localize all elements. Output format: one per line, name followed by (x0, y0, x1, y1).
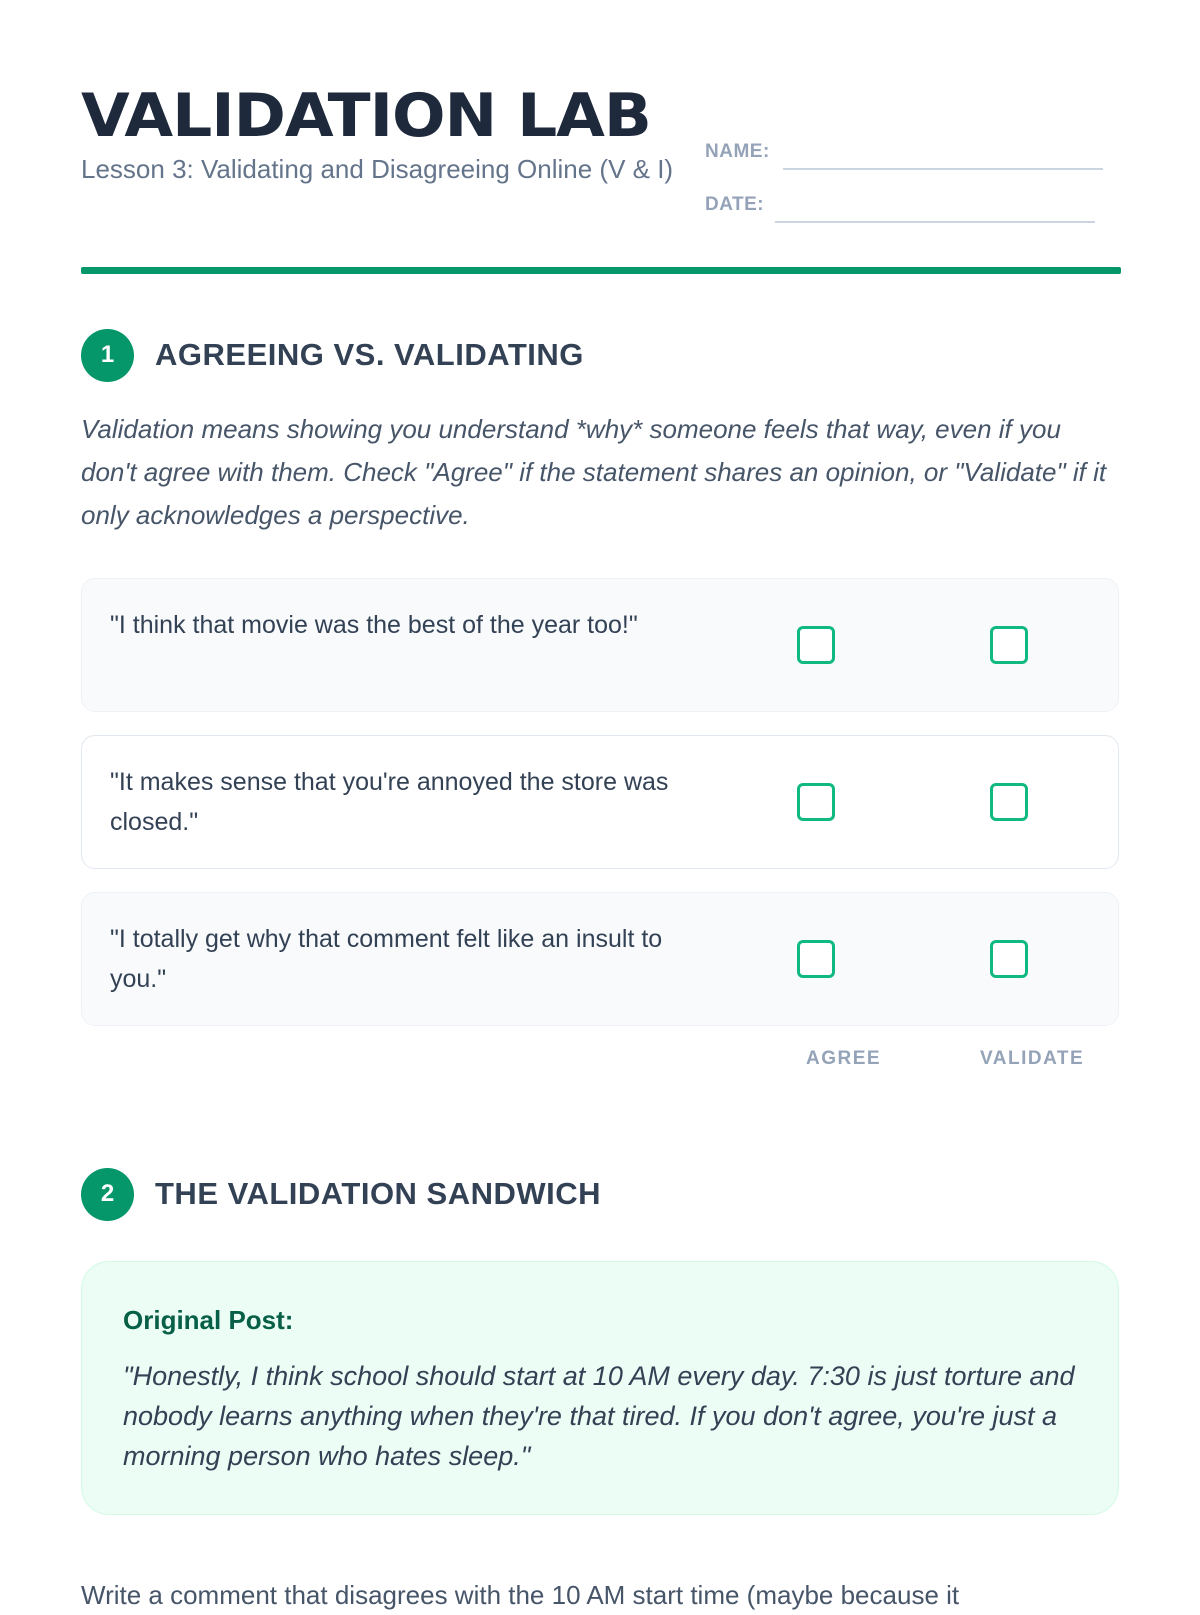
page-subtitle: Lesson 3: Validating and Disagreeing Online (V & I) (81, 154, 674, 184)
agree-checkbox[interactable] (797, 783, 835, 821)
name-field[interactable] (783, 168, 1103, 170)
header-divider (81, 267, 1121, 274)
original-post-text: "Honestly, I think school should start at 10 AM every day. 7:30 is just torture and nobody learns anything when they're that tired. If you don't agree, you're just a morning person who hates sleep." (123, 1361, 1075, 1471)
writing-prompt: Write a comment that disagrees with the 10 AM start time (maybe because it (81, 1580, 960, 1610)
agree-checkbox[interactable] (797, 940, 835, 978)
statement-text: "I think that movie was the best of the year too!" (110, 611, 638, 639)
original-post-label: Original Post: (123, 1305, 294, 1335)
validate-checkbox[interactable] (990, 626, 1028, 664)
statement-text: "I totally get why that comment felt like an insult to you." (110, 925, 663, 993)
statement-row (81, 578, 1119, 712)
validate-column-label: VALIDATE (980, 1048, 1085, 1069)
statement-row (81, 735, 1119, 869)
section-2-number-badge: 2 (81, 1168, 134, 1221)
date-field[interactable] (775, 221, 1095, 223)
agree-checkbox[interactable] (797, 626, 835, 664)
name-label: NAME: (705, 141, 770, 162)
validate-checkbox[interactable] (990, 783, 1028, 821)
original-post-card (81, 1261, 1119, 1515)
section-2-header (81, 1167, 601, 1221)
agree-column-label: AGREE (806, 1048, 882, 1069)
statement-row (81, 892, 1119, 1026)
section-1-title: AGREEING VS. VALIDATING (155, 337, 584, 372)
page-title: VALIDATION LAB (81, 81, 651, 151)
header (81, 78, 1121, 278)
statement-text: "It makes sense that you're annoyed the store was closed." (110, 768, 669, 836)
date-label: DATE: (705, 194, 765, 215)
validate-checkbox[interactable] (990, 940, 1028, 978)
section-1-instructions: Validation means showing you understand *why* someone feels that way, even if you don't agree with them. Check "Agree" if the statement shares an opinion, or "Validate" if it only acknowledges a perspective. (81, 414, 1107, 530)
section-1-number-badge: 1 (81, 329, 134, 382)
section-1-header (81, 328, 584, 382)
section-2-title: THE VALIDATION SANDWICH (155, 1176, 602, 1211)
